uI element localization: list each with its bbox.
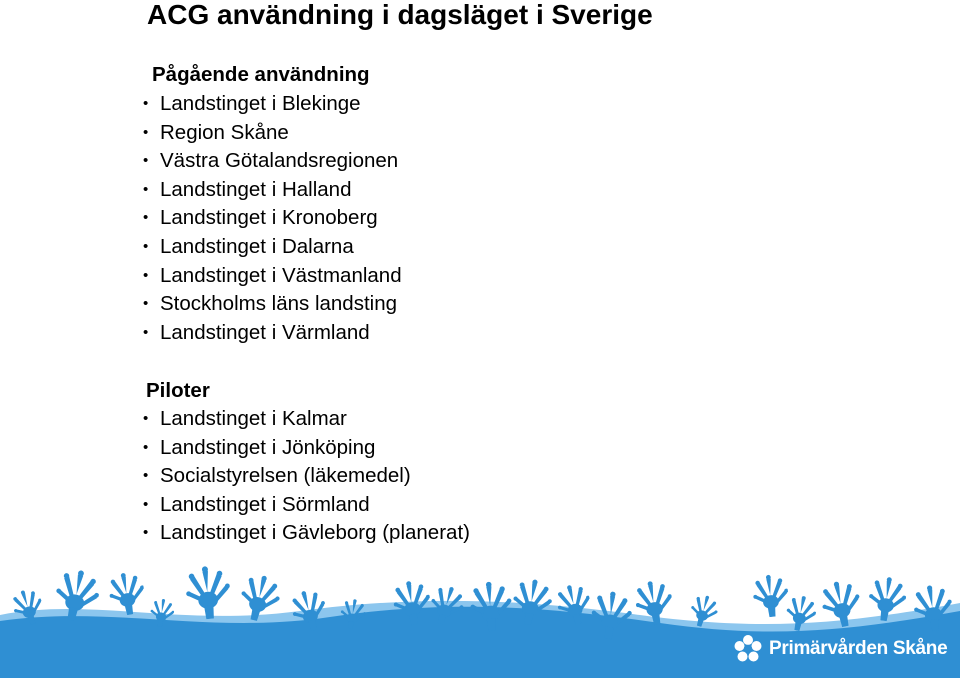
list-item-label: Landstinget i Kalmar	[160, 407, 347, 430]
brand-name: Primärvården Skåne	[769, 638, 948, 659]
list-item-label: Landstinget i Sörmland	[160, 492, 370, 516]
bullet-icon: •	[143, 524, 149, 542]
list-item	[142, 434, 470, 463]
raised-hand-icon	[106, 570, 148, 618]
list-item	[142, 204, 402, 233]
list-item	[142, 405, 470, 434]
bullet-icon: •	[143, 152, 149, 170]
list-item	[142, 319, 402, 348]
list-item	[142, 462, 470, 491]
raised-hand-icon	[751, 573, 791, 619]
list-item	[142, 176, 402, 205]
list-item	[142, 290, 402, 319]
list-item-label: Landstinget i Kronoberg	[160, 206, 378, 230]
pilots-list	[142, 405, 470, 548]
list-item-label: Landstinget i Gävleborg (planerat)	[160, 521, 470, 545]
bullet-icon: •	[143, 495, 149, 513]
list-item-label: Landstinget i Blekinge	[160, 92, 361, 115]
list-item	[142, 90, 402, 119]
ongoing-heading: Pågående användning	[152, 63, 370, 86]
list-item-label: Landstinget i Jönköping	[160, 435, 376, 459]
raised-hand-icon	[184, 564, 234, 621]
list-item-label: Landstinget i Halland	[160, 177, 352, 201]
bullet-icon: •	[143, 410, 149, 427]
list-item-label: Landstinget i Dalarna	[160, 234, 354, 258]
bullet-icon: •	[143, 266, 149, 284]
list-item	[142, 262, 402, 291]
bullet-icon: •	[143, 438, 149, 456]
list-item	[142, 119, 402, 148]
bullet-icon: •	[143, 323, 149, 341]
flower-logo-icon	[733, 634, 763, 664]
bullet-icon: •	[143, 209, 149, 227]
ongoing-list	[142, 90, 402, 347]
bullet-icon: •	[143, 467, 149, 485]
bullet-icon: •	[143, 237, 149, 255]
list-item-label: Landstinget i Västmanland	[160, 263, 402, 287]
list-item-label: Västra Götalandsregionen	[160, 149, 399, 173]
list-item-label: Stockholms läns landsting	[160, 292, 398, 316]
bullet-icon: •	[143, 295, 149, 313]
list-item	[142, 491, 470, 520]
list-item	[142, 519, 470, 548]
list-item-label: Landstinget i Värmland	[160, 320, 370, 344]
bullet-icon: •	[143, 95, 149, 112]
page-title: ACG användning i dagsläget i Sverige	[147, 0, 653, 30]
pilots-heading: Piloter	[146, 379, 210, 402]
list-item-label: Region Skåne	[160, 120, 289, 144]
list-item-label: Socialstyrelsen (läkemedel)	[160, 464, 411, 488]
bullet-icon: •	[143, 180, 149, 198]
bullet-icon: •	[143, 123, 149, 141]
brand-logo	[733, 632, 947, 666]
list-item	[142, 147, 402, 176]
list-item	[142, 233, 402, 262]
